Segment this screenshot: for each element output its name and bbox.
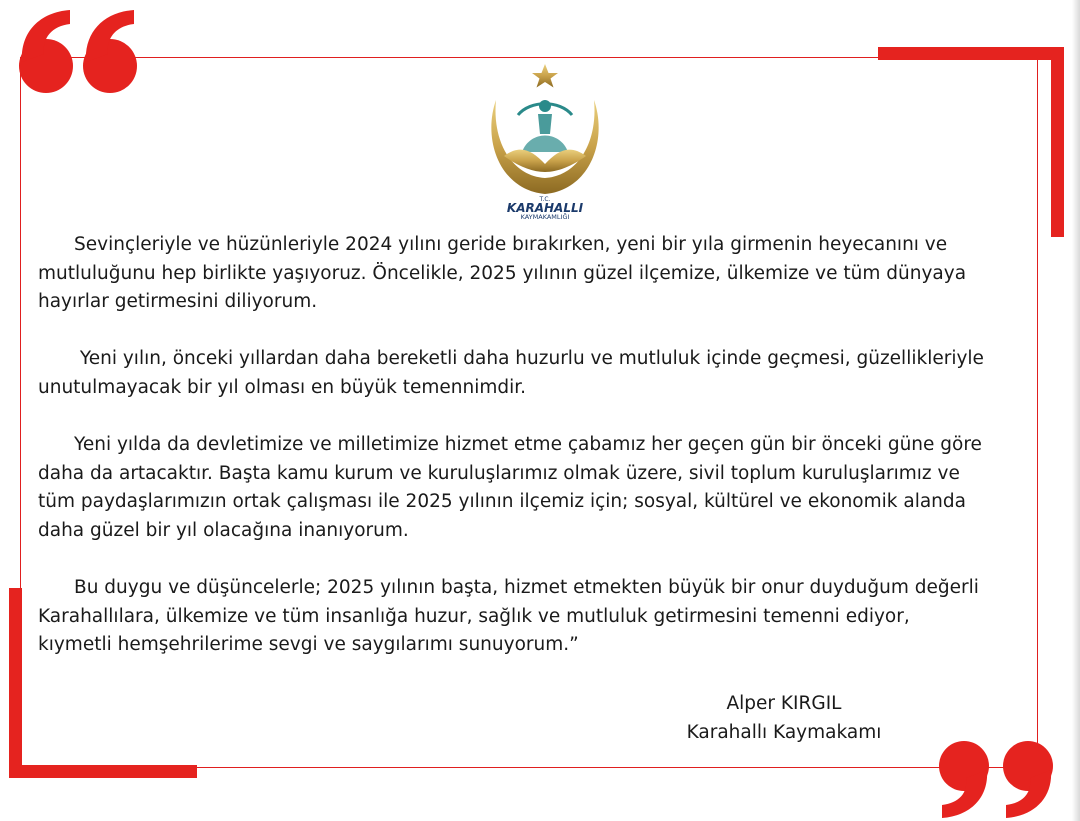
corner-bar-left: [9, 588, 22, 778]
karahalli-kaymakamligi-logo: [480, 60, 610, 220]
paragraph-4: [38, 574, 1038, 660]
paragraph-line: tüm paydaşlarımızın ortak çalışması ile 2025 yılının ilçemiz için; sosyal, kültürel ve ekonomik alanda: [38, 491, 966, 513]
corner-bar-bottom: [9, 765, 197, 778]
paragraph-line: Yeni yılda da devletimize ve milletimize hizmet etme çabamız her geçen gün bir önceki güne göre: [74, 434, 982, 456]
logo-name: KARAHALLI: [506, 201, 584, 215]
signatory-title: Karahallı Kaymakamı: [686, 722, 882, 743]
corner-bar-top: [878, 47, 1064, 60]
paragraph-line: hayırlar getirmesini diliyorum.: [38, 291, 318, 313]
close-quote-icon: [934, 738, 1062, 821]
logo-tc: T.C.: [539, 196, 551, 203]
paragraph-line: kıymetli hemşehrilerime sevgi ve saygılarımı sunuyorum.”: [38, 634, 579, 656]
paragraph-line: Sevinçleriyle ve hüzünleriyle 2024 yılını geride bırakırken, yeni bir yıla girmenin heyecanını ve: [74, 234, 948, 255]
corner-bar-right: [1051, 47, 1064, 237]
letter-body: [38, 231, 1038, 689]
signatory-name: Alper KIRGIL: [726, 693, 842, 714]
open-quote-icon: [12, 4, 147, 96]
paragraph-line: Yeni yılın, önceki yıllardan daha bereketli daha huzurlu ve mutluluk içinde geçmesi, güzellikleriyle: [74, 348, 984, 370]
paragraph-line: daha da artacaktır. Başta kamu kurum ve kuruluşlarımız olmak üzere, sivil toplum kuruluşlarımız ve: [38, 462, 960, 484]
logo-subtitle: KAYMAKAMLIĞI: [520, 213, 570, 220]
signature-block: [664, 689, 904, 747]
paragraph-line: mutluluğunu hep birlikte yaşıyoruz. Öncelikle, 2025 yılının güzel ilçemize, ülkemize ve tüm dünyaya: [38, 262, 967, 284]
paragraph-line: Bu duygu ve düşüncelerle; 2025 yılının başta, hizmet etmekten büyük bir onur duyduğum değerli: [74, 577, 979, 599]
page-edge-shadow: [1072, 0, 1080, 821]
paragraph-3: [38, 431, 1038, 545]
paragraph-1: [38, 231, 1038, 317]
paragraph-line: unutulmayacak bir yıl olması en büyük temennimdir.: [38, 376, 527, 398]
paragraph-2: [38, 345, 1038, 402]
paragraph-line: Karahallılara, ülkemize ve tüm insanlığa huzur, sağlık ve mutluluk getirmesini temenni ediyor,: [38, 605, 910, 627]
paragraph-line: daha güzel bir yıl olacağına inanıyorum.: [38, 519, 409, 541]
